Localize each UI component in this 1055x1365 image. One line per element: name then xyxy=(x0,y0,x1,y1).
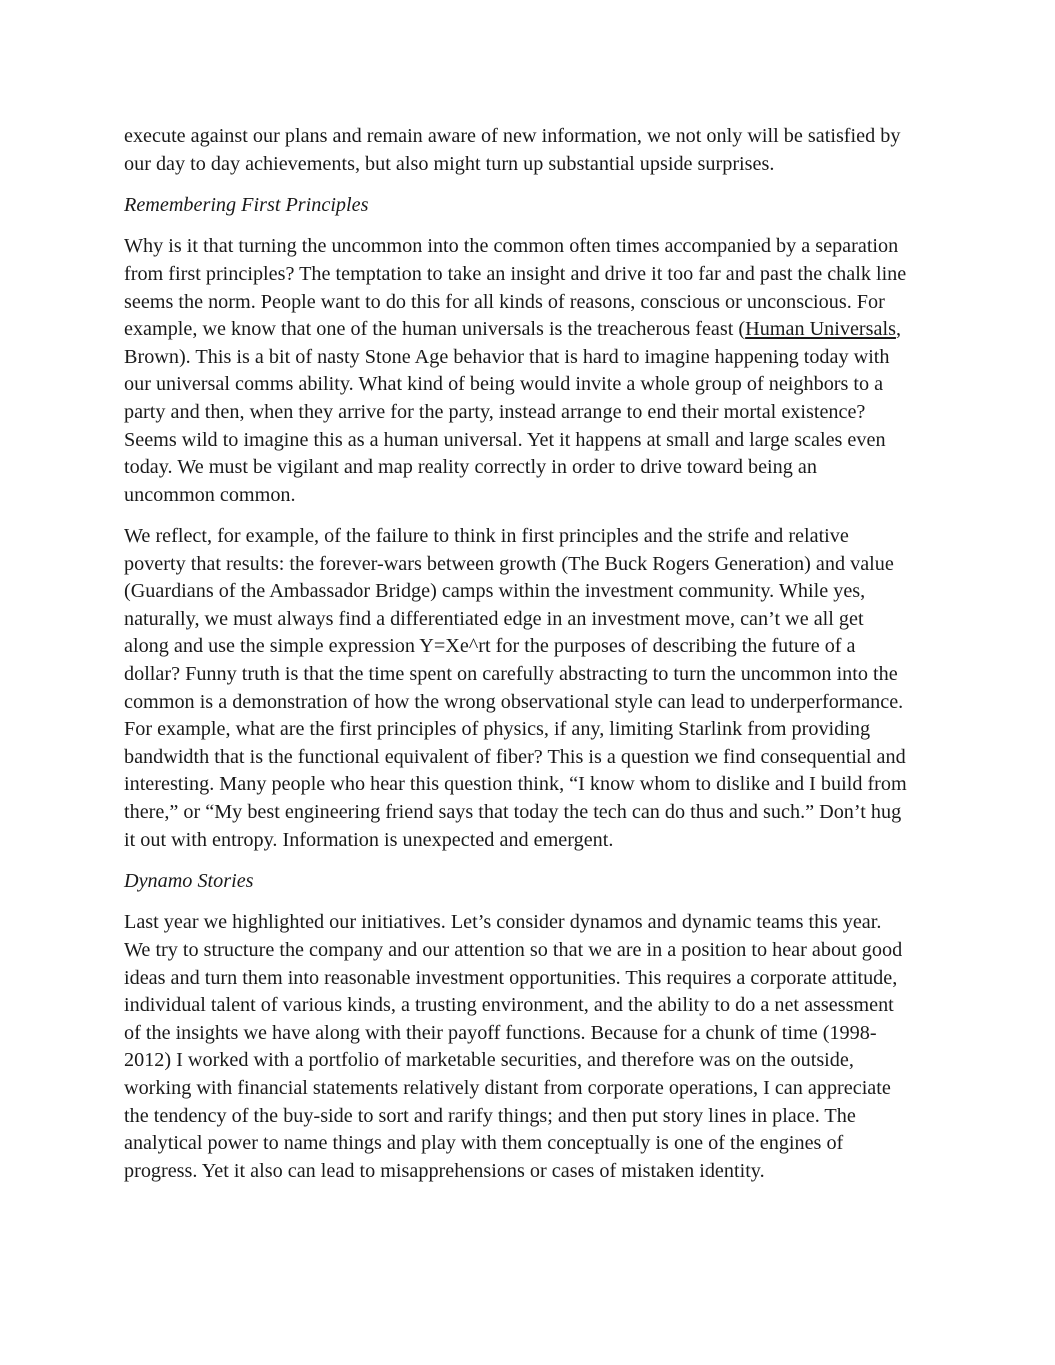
text-line: analytical power to name things and play with them conceptually is one of the engines of xyxy=(124,1132,844,1155)
text-line: our day to day achievements, but also might turn up substantial upside surprises. xyxy=(124,152,775,175)
text-line: progress. Yet it also can lead to misapprehensions or cases of mistaken identity. xyxy=(124,1159,765,1182)
text-line: bandwidth that is the functional equivalent of fiber? This is a question we find consequential and xyxy=(124,745,906,768)
text-line: it out with entropy. Information is unexpected and emergent. xyxy=(124,828,614,851)
text-line: For example, what are the first principles of physics, if any, limiting Starlink from providing xyxy=(124,718,871,741)
text-line-with-link xyxy=(124,316,934,344)
text-line: of the insights we have along with their payoff functions. Because for a chunk of time (1998- xyxy=(124,1021,877,1044)
text-line: poverty that results: the forever-wars between growth (The Buck Rogers Generation) and value xyxy=(124,552,894,575)
text-line: Last year we highlighted our initiatives. Let’s consider dynamos and dynamic teams this year. xyxy=(124,911,882,934)
section-heading-first-principles: Remembering First Principles xyxy=(124,193,369,216)
text-line: today. We must be vigilant and map reality correctly in order to drive toward being an xyxy=(124,456,817,479)
text-line: We reflect, for example, of the failure to think in first principles and the strife and relative xyxy=(124,525,849,548)
text-line: there,” or “My best engineering friend says that today the tech can do thus and such.” Don’t hug xyxy=(124,801,902,824)
text-line: our universal comms ability. What kind of being would invite a whole group of neighbors to a xyxy=(124,373,884,396)
text-line: Why is it that turning the uncommon into the common often times accompanied by a separation xyxy=(124,235,899,258)
text-segment: , xyxy=(895,318,901,341)
text-line: ideas and turn them into reasonable investment opportunities. This requires a corporate attitude, xyxy=(124,966,898,989)
text-line: working with financial statements relatively distant from corporate operations, I can appreciate xyxy=(124,1076,891,1099)
text-line: We try to structure the company and our attention so that we are in a position to hear about good xyxy=(124,939,903,962)
text-line: uncommon common. xyxy=(124,483,296,506)
first-principles-paragraph xyxy=(124,233,934,509)
text-line: seems the norm. People want to do this for all kinds of reasons, conscious or unconscious. For xyxy=(124,290,885,313)
intro-paragraph xyxy=(124,123,934,178)
text-line: the tendency of the buy-side to sort and rarify things; and then put story lines in place. The xyxy=(124,1104,856,1127)
text-segment: example, we know that one of the human universals is the treacherous feast ( xyxy=(124,318,746,341)
text-line: individual talent of various kinds, a trusting environment, and the ability to do a net assessment xyxy=(124,994,894,1017)
text-line: execute against our plans and remain aware of new information, we not only will be satisfied by xyxy=(124,125,901,147)
human-universals-link[interactable]: Human Universals xyxy=(745,318,896,341)
text-line: Brown). This is a bit of nasty Stone Age behavior that is hard to imagine happening today with xyxy=(124,345,890,368)
text-line: from first principles? The temptation to take an insight and drive it too far and past the chalk line xyxy=(124,262,907,285)
document-page xyxy=(124,123,934,1199)
text-line: Seems wild to imagine this as a human universal. Yet it happens at small and large scales even xyxy=(124,428,886,451)
text-line: 2012) I worked with a portfolio of marketable securities, and therefore was on the outside, xyxy=(124,1049,854,1072)
text-line: party and then, when they arrive for the party, instead arrange to end their mortal existence? xyxy=(124,400,866,423)
text-line: naturally, we must always find a differentiated edge in an investment move, can’t we all get xyxy=(124,607,864,630)
reflect-paragraph xyxy=(124,523,934,854)
text-line: (Guardians of the Ambassador Bridge) camps within the investment community. While yes, xyxy=(124,580,866,603)
section-heading-dynamo-stories: Dynamo Stories xyxy=(124,870,254,893)
dynamo-paragraph xyxy=(124,909,934,1185)
text-line: along and use the simple expression Y=Xe^rt for the purposes of describing the future of a xyxy=(124,635,856,658)
text-line: dollar? Funny truth is that the time spent on carefully abstracting to turn the uncommon into the xyxy=(124,663,898,686)
text-line: interesting. Many people who hear this question think, “I know whom to dislike and I build from xyxy=(124,773,907,796)
text-line: common is a demonstration of how the wrong observational style can lead to underperformance. xyxy=(124,690,904,713)
